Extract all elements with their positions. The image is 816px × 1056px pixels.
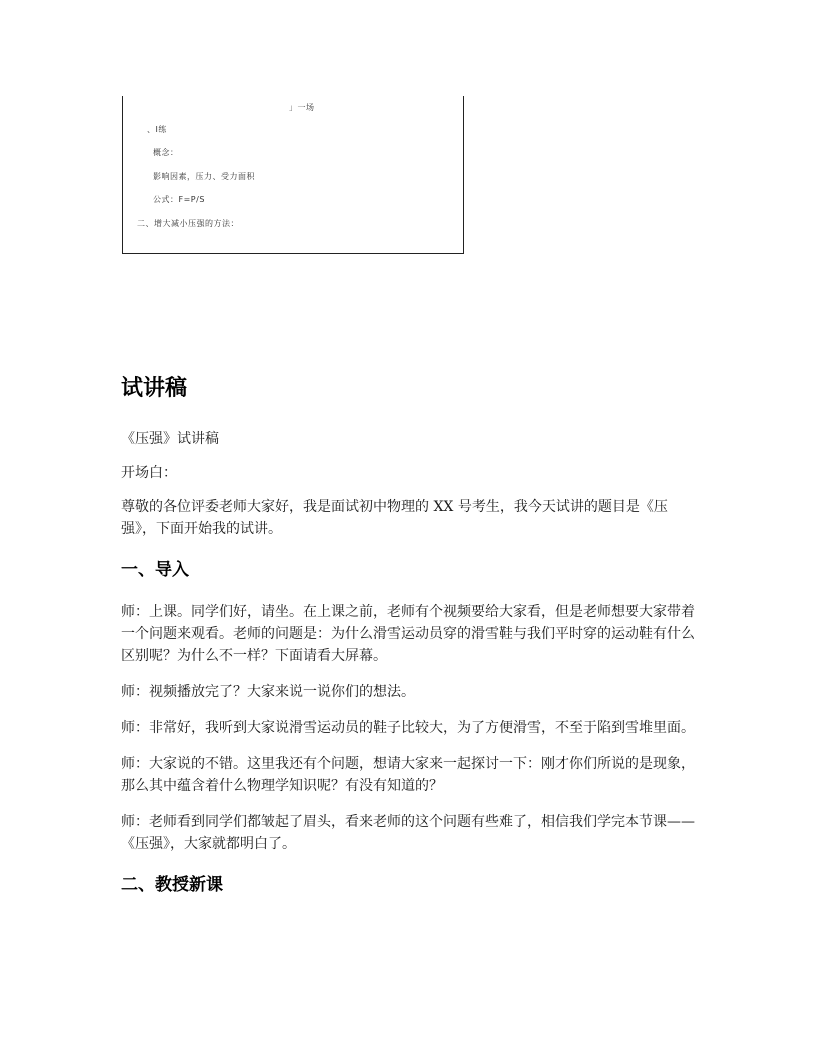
- page-title: 试讲稿: [121, 376, 188, 401]
- intro-paragraph-1: 师：上课。同学们好，请坐。在上课之前，老师有个视频要给大家看，但是老师想要大家带着一个问题来观看。老师的问题是：为什么滑雪运动员穿的滑雪鞋与我们平时穿的运动鞋有什么区别呢？为什么不一样？下面请看大屏幕。: [121, 604, 695, 664]
- section-heading-intro: 一、导入: [121, 560, 189, 580]
- document-body: [121, 372, 699, 898]
- section-heading-new-lesson: 二、教授新课: [121, 875, 223, 895]
- intro-paragraph-5: 师：老师看到同学们都皱起了眉头，看来老师的这个问题有些难了，相信我们学完本节课——《压强》，大家就都明白了。: [121, 814, 695, 852]
- figure-item-2: 概念：: [153, 148, 179, 157]
- figure-title: 」一场: [289, 103, 315, 112]
- blackboard-design-figure: [122, 96, 464, 254]
- opening-label: 开场白：: [121, 465, 177, 481]
- intro-paragraph-2: 师：视频播放完了？大家来说一说你们的想法。: [121, 684, 415, 700]
- intro-paragraph-4: 师：大家说的不错。这里我还有个问题，想请大家来一起探讨一下：刚才你们所说的是现象，那么其中蕴含着什么物理学知识呢？有没有知道的？: [121, 756, 695, 794]
- figure-item-4: 公式：F=P/S: [153, 195, 205, 204]
- document-subtitle: 《压强》试讲稿: [121, 431, 219, 447]
- opening-paragraph: 尊敬的各位评委老师大家好，我是面试初中物理的 XX 号考生，我今天试讲的题目是《压强》，下面开始我的试讲。: [121, 499, 668, 537]
- intro-paragraph-3: 师：非常好，我听到大家说滑雪运动员的鞋子比较大，为了方便滑雪，不至于陷到雪堆里面。: [121, 720, 695, 736]
- figure-item-1: 、I练: [147, 125, 167, 134]
- figure-item-5: 二、增大减小压强的方法：: [137, 219, 239, 228]
- figure-item-3: 影响因素，压力、受力面积: [153, 172, 255, 181]
